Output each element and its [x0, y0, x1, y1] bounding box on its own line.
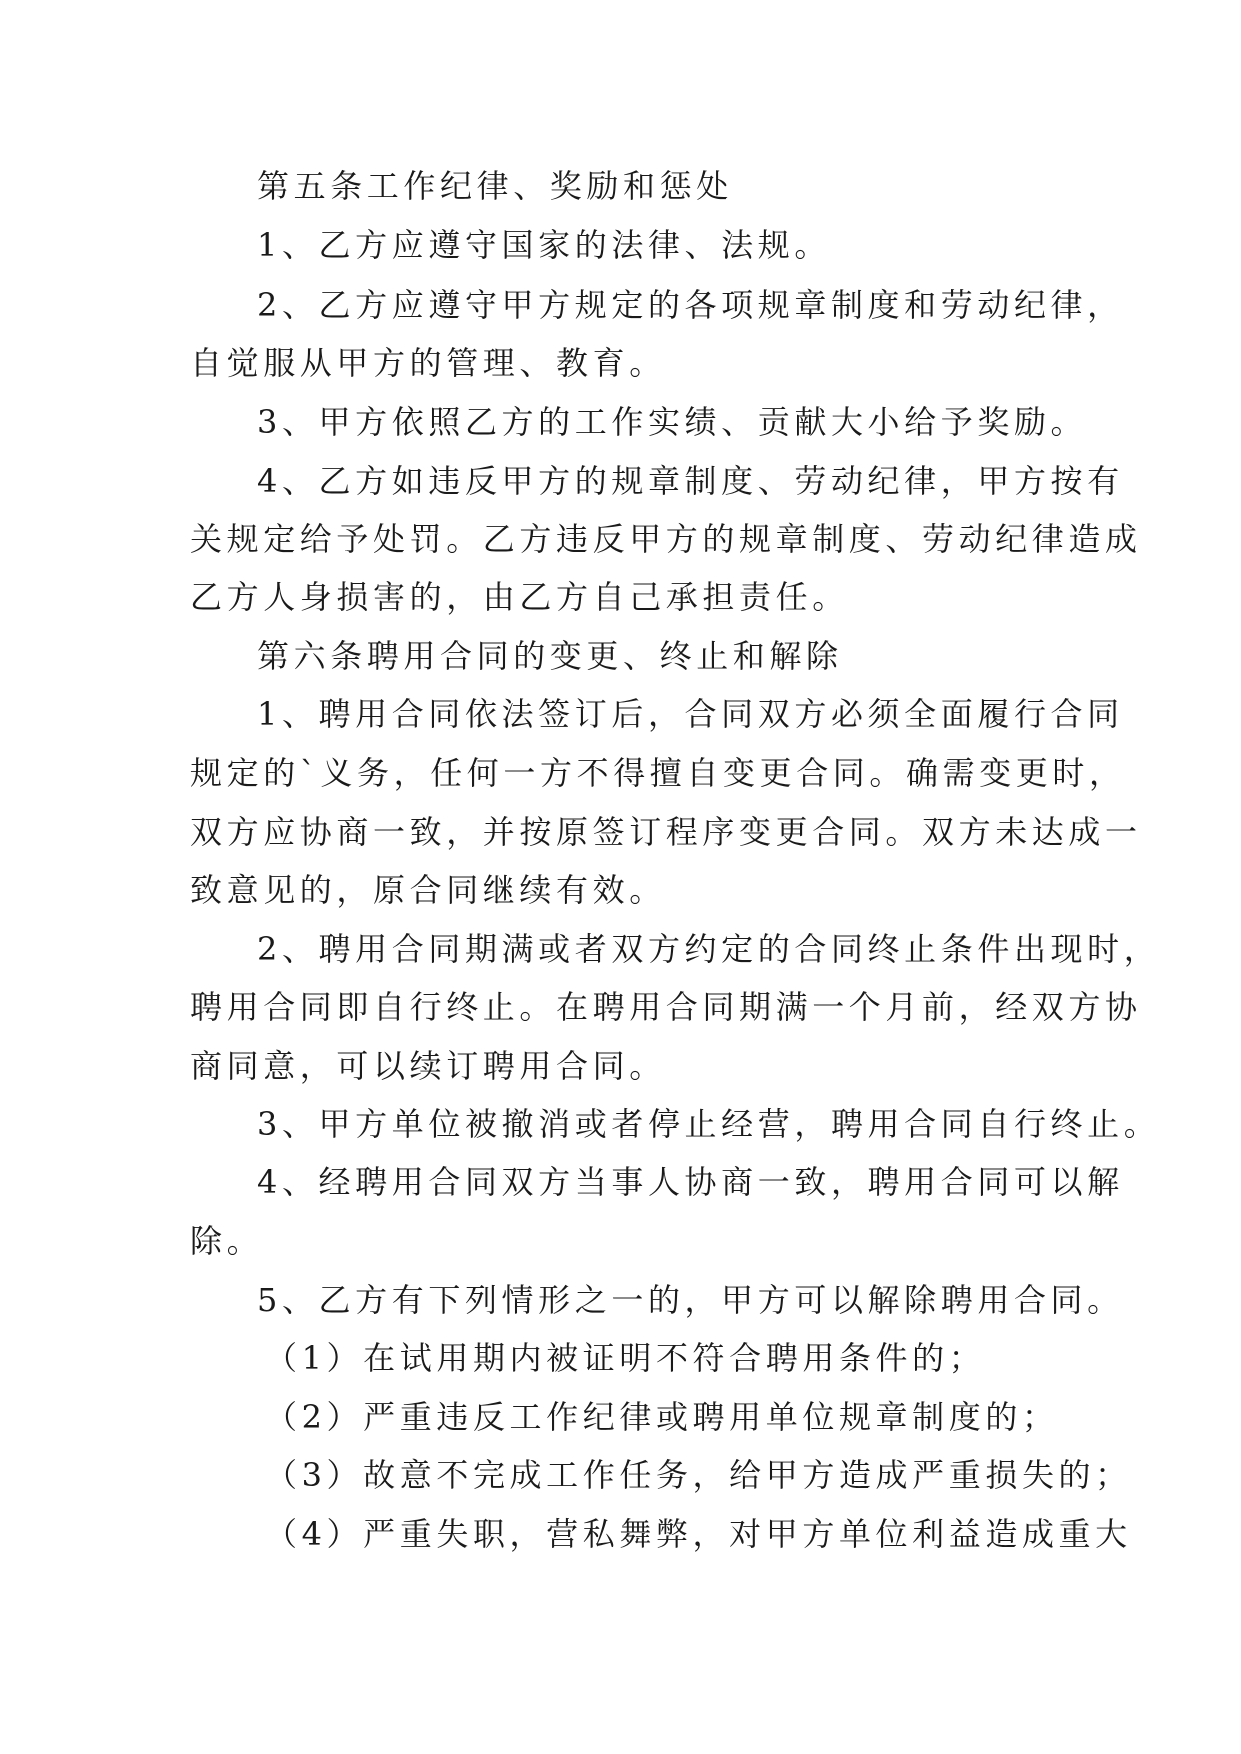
paragraph-line: 除。 — [190, 1222, 264, 1260]
paragraph-line: 自觉服从甲方的管理、教育。 — [190, 344, 666, 382]
paragraph-line: 1、乙方应遵守国家的法律、法规。 — [257, 226, 831, 264]
paragraph-line: 致意见的，原合同继续有效。 — [190, 871, 666, 909]
paragraph-line: 规定的`义务，任何一方不得擅自变更合同。确需变更时， — [190, 754, 1126, 792]
paragraph-line: 5、乙方有下列情形之一的，甲方可以解除聘用合同。 — [257, 1281, 1124, 1319]
paragraph-line: 乙方人身损害的，由乙方自己承担责任。 — [190, 578, 849, 616]
paragraph-line: 聘用合同即自行终止。在聘用合同期满一个月前，经双方协 — [190, 988, 1142, 1026]
paragraph-line: 4、经聘用合同双方当事人协商一致，聘用合同可以解 — [257, 1163, 1124, 1201]
paragraph-line: 关规定给予处罚。乙方违反甲方的规章制度、劳动纪律造成 — [190, 520, 1142, 558]
list-item: （3）故意不完成工作任务，给甲方造成严重损失的； — [265, 1456, 1132, 1494]
list-item: （4）严重失职，营私舞弊，对甲方单位利益造成重大 — [265, 1515, 1132, 1553]
paragraph-line: 3、甲方单位被撤消或者停止经营，聘用合同自行终止。 — [257, 1105, 1161, 1143]
paragraph-line: 2、乙方应遵守甲方规定的各项规章制度和劳动纪律， — [257, 286, 1124, 324]
paragraph-line: 2、聘用合同期满或者双方约定的合同终止条件出现时， — [257, 930, 1161, 968]
paragraph-line: 商同意，可以续订聘用合同。 — [190, 1047, 666, 1085]
heading-article-5: 第五条工作纪律、奖励和惩处 — [257, 167, 733, 205]
paragraph-line: 3、甲方依照乙方的工作实绩、贡献大小给予奖励。 — [257, 403, 1088, 441]
list-item: （2）严重违反工作纪律或聘用单位规章制度的； — [265, 1398, 1059, 1436]
list-item: （1）在试用期内被证明不符合聘用条件的； — [265, 1339, 986, 1377]
paragraph-line: 双方应协商一致，并按原签订程序变更合同。双方未达成一 — [190, 813, 1142, 851]
paragraph-line: 4、乙方如违反甲方的规章制度、劳动纪律，甲方按有 — [257, 462, 1124, 500]
heading-article-6: 第六条聘用合同的变更、终止和解除 — [257, 637, 843, 675]
paragraph-line: 1、聘用合同依法签订后，合同双方必须全面履行合同 — [257, 695, 1124, 733]
